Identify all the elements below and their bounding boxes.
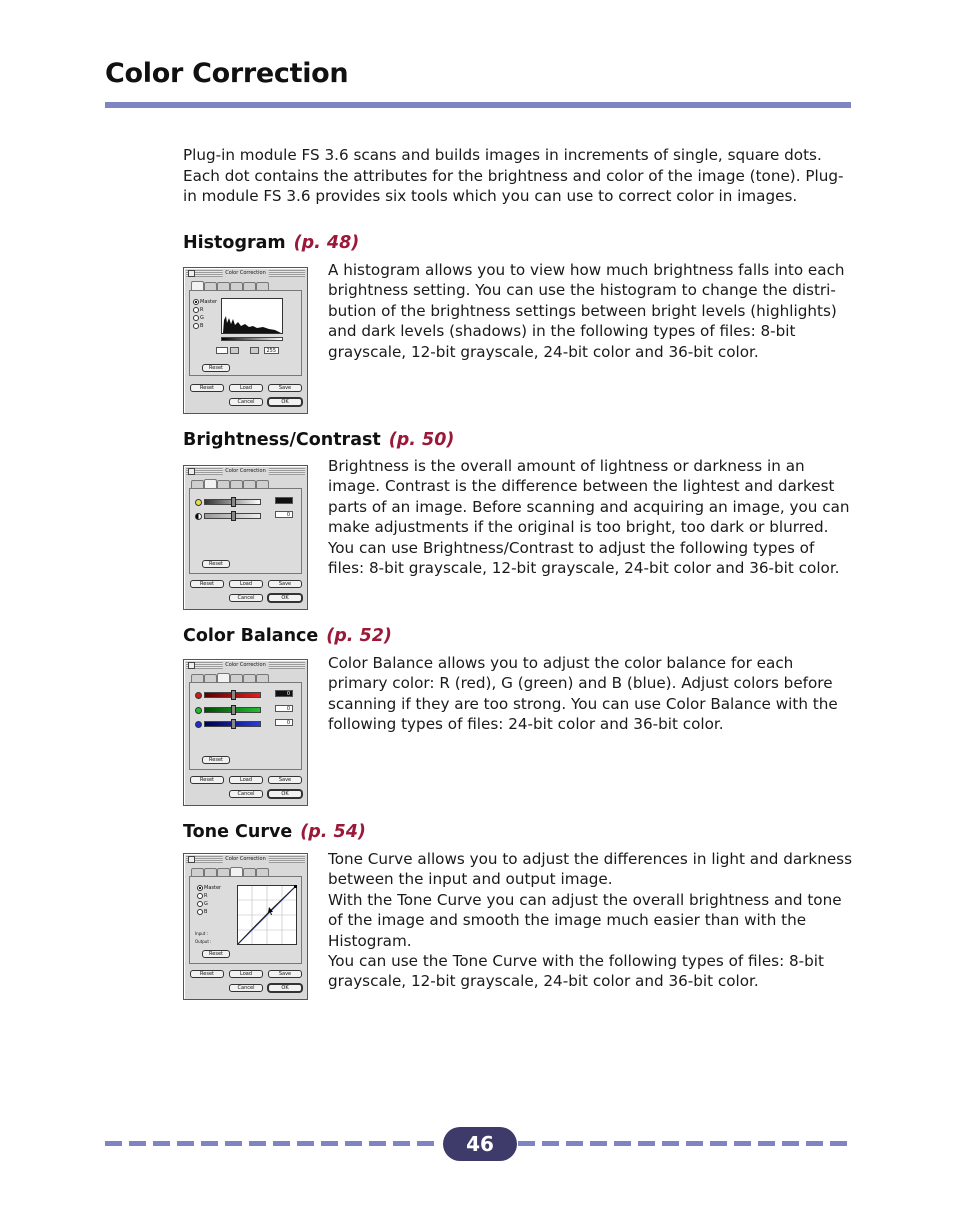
highlight-eyedropper-icon (250, 347, 259, 354)
blue-slider (204, 721, 261, 727)
colorbalance-description: Color Balance allows you to adjust the color balance for each primary color: R (red), G (green) and B (blue). Adjust colors before scanning if they are too strong. You can use Color Balance with the following types of files: 24-bit color and 36-bit color. (328, 654, 838, 734)
b-label: B (200, 323, 204, 329)
brightness-heading (183, 430, 454, 450)
brightness-value-field (275, 497, 293, 504)
tab-tool-5 (243, 868, 256, 876)
contrast-value-field: 0 (275, 511, 293, 518)
colorbalance-title: Color Balance (183, 626, 319, 646)
tab-tool-6 (256, 282, 269, 290)
ok-button: OK (268, 984, 302, 992)
brightness-dialog-screenshot (183, 465, 308, 610)
red-value-field: 0 (275, 690, 293, 697)
brightness-title: Brightness/Contrast (183, 430, 381, 450)
output-label: Output : (195, 939, 212, 944)
tab-tool-6 (256, 480, 269, 488)
footer-dashes-right (518, 1141, 851, 1146)
close-box-icon (188, 856, 195, 863)
save-button: Save (268, 776, 302, 784)
dialog-title: Color Correction (222, 661, 269, 669)
tool-tabs (191, 480, 267, 488)
cancel-button: Cancel (229, 398, 263, 406)
tab-tool-5 (243, 674, 256, 682)
tab-tool-5 (243, 480, 256, 488)
ok-button: OK (268, 790, 302, 798)
tab-histogram (191, 674, 204, 682)
reset-button: Reset (190, 970, 224, 978)
save-button: Save (268, 580, 302, 588)
histogram-heading (183, 233, 359, 253)
radio-g (193, 315, 199, 321)
colorbalance-dialog-screenshot (183, 659, 308, 806)
histogram-panel (189, 290, 302, 376)
tab-brightness (204, 868, 217, 876)
r-label: R (204, 893, 208, 899)
title-rule (105, 102, 851, 108)
red-slider (204, 692, 261, 698)
brightness-page-ref[interactable]: (p. 50) (388, 430, 455, 450)
tonecurve-title: Tone Curve (183, 822, 293, 842)
panel-reset-button: Reset (202, 950, 230, 958)
red-channel-icon (195, 692, 202, 699)
highlight-field: 255 (264, 347, 279, 354)
tab-tool-6 (256, 868, 269, 876)
dialog-title: Color Correction (222, 269, 269, 277)
tonecurve-dialog-screenshot (183, 853, 308, 1000)
colorbalance-panel (189, 682, 302, 770)
master-label: Master (200, 299, 218, 305)
tab-histogram (191, 868, 204, 876)
radio-master (193, 299, 199, 305)
tab-tone-curve (230, 674, 243, 682)
footer-dashes-left (105, 1141, 440, 1146)
brightness-description: Brightness is the overall amount of lightness or darkness in an image. Contrast is the difference between the lightest and darkest parts of an image. Before scanning and acquiring an image, you can make adjustments if the original is too bright, too dark or blurred. You can use Brightness/Contrast to adjust the following types of files: 8-bit grayscale, 12-bit grayscale, 24-bit color and 36-bit color. (328, 457, 850, 578)
tab-tone-curve (230, 282, 243, 290)
tonecurve-paragraph-3: You can use the Tone Curve with the following types of files: 8-bit grayscale, 12-bit grayscale, 24-bit color and 36-bit color. (328, 952, 824, 991)
dialog-title: Color Correction (222, 467, 269, 475)
tonecurve-paragraph-1: Tone Curve allows you to adjust the differences in light and darkness between the input and output image. (328, 850, 852, 889)
dialog-title-bar (186, 468, 305, 475)
tab-brightness (204, 282, 217, 290)
panel-reset-button: Reset (202, 364, 230, 372)
radio-b (193, 323, 199, 329)
ok-button: OK (268, 398, 302, 406)
g-label: G (200, 315, 204, 321)
close-box-icon (188, 662, 195, 669)
reset-button: Reset (190, 384, 224, 392)
load-button: Load (229, 776, 263, 784)
tool-tabs (191, 868, 267, 876)
tab-color-balance (217, 282, 230, 290)
shadow-field (216, 347, 228, 354)
tonecurve-page-ref[interactable]: (p. 54) (300, 822, 366, 842)
tool-tabs (191, 282, 267, 290)
contrast-icon (195, 513, 202, 520)
tab-histogram (191, 281, 204, 290)
green-channel-icon (195, 707, 202, 714)
load-button: Load (229, 970, 263, 978)
tab-tool-5 (243, 282, 256, 290)
shadow-eyedropper-icon (230, 347, 239, 354)
tab-histogram (191, 480, 204, 488)
blue-slider-thumb (231, 719, 236, 729)
brightness-sun-icon (195, 499, 202, 506)
level-slider (221, 337, 283, 341)
histogram-page-ref[interactable]: (p. 48) (293, 233, 360, 253)
red-slider-thumb (231, 690, 236, 700)
cancel-button: Cancel (229, 790, 263, 798)
tab-brightness (204, 479, 217, 488)
green-value-field: 0 (275, 705, 293, 712)
b-label: B (204, 909, 208, 915)
ok-button: OK (268, 594, 302, 602)
histogram-dialog-screenshot (183, 267, 308, 414)
radio-master (197, 885, 203, 891)
tonecurve-heading (183, 822, 366, 842)
load-button: Load (229, 384, 263, 392)
dialog-title: Color Correction (222, 855, 269, 863)
tab-tool-6 (256, 674, 269, 682)
colorbalance-page-ref[interactable]: (p. 52) (326, 626, 392, 646)
panel-reset-button: Reset (202, 560, 230, 568)
dialog-title-bar (186, 856, 305, 863)
brightness-slider-thumb (231, 497, 236, 507)
tonecurve-paragraph-2: With the Tone Curve you can adjust the overall brightness and tone of the image and smooth the image much easier than with the Histogram. (328, 890, 842, 950)
tab-color-balance (217, 673, 230, 682)
page-number: 46 (443, 1127, 517, 1161)
save-button: Save (268, 970, 302, 978)
cancel-button: Cancel (229, 594, 263, 602)
input-label: Input : (195, 931, 208, 936)
radio-g (197, 901, 203, 907)
load-button: Load (229, 580, 263, 588)
r-label: R (200, 307, 204, 313)
contrast-slider-thumb (231, 511, 236, 521)
tab-tone-curve (230, 480, 243, 488)
tonecurve-panel (189, 876, 302, 964)
panel-reset-button: Reset (202, 756, 230, 764)
reset-button: Reset (190, 580, 224, 588)
g-label: G (204, 901, 208, 907)
cancel-button: Cancel (229, 984, 263, 992)
colorbalance-heading (183, 626, 392, 646)
radio-b (197, 909, 203, 915)
tonecurve-description (328, 849, 854, 992)
intro-paragraph: Plug-in module FS 3.6 scans and builds images in increments of single, square dots. Each dot contains the attributes for the brightness and color of the image (tone). Plug-in module FS 3.6 provides six tools which you can use to correct color in images. (183, 146, 844, 205)
brightness-slider (204, 499, 261, 505)
close-box-icon (188, 468, 195, 475)
brightness-panel (189, 488, 302, 574)
reset-button: Reset (190, 776, 224, 784)
tone-curve-graph (237, 885, 297, 945)
green-slider-thumb (231, 705, 236, 715)
dialog-title-bar (186, 270, 305, 277)
histogram-graph (221, 298, 283, 334)
radio-r (197, 893, 203, 899)
dialog-title-bar (186, 662, 305, 669)
save-button: Save (268, 384, 302, 392)
tool-tabs (191, 674, 267, 682)
tab-color-balance (217, 480, 230, 488)
histogram-title: Histogram (183, 233, 286, 253)
contrast-slider (204, 513, 261, 519)
blue-channel-icon (195, 721, 202, 728)
green-slider (204, 707, 261, 713)
master-label: Master (204, 885, 222, 891)
tab-tone-curve (230, 867, 243, 876)
page-title: Color Correction (105, 58, 349, 89)
histogram-description: A histogram allows you to view how much brightness falls into each brightness setting. You can use the histogram to change the distri-bution of the brightness settings between bright levels (highlights) and dark levels (shadows) in the following types of files: 8-bit grayscale, 12-bit grayscale, 24-bit color and 36-bit color. (328, 261, 845, 361)
close-box-icon (188, 270, 195, 277)
tab-color-balance (217, 868, 230, 876)
radio-r (193, 307, 199, 313)
tab-brightness (204, 674, 217, 682)
blue-value-field: 0 (275, 719, 293, 726)
